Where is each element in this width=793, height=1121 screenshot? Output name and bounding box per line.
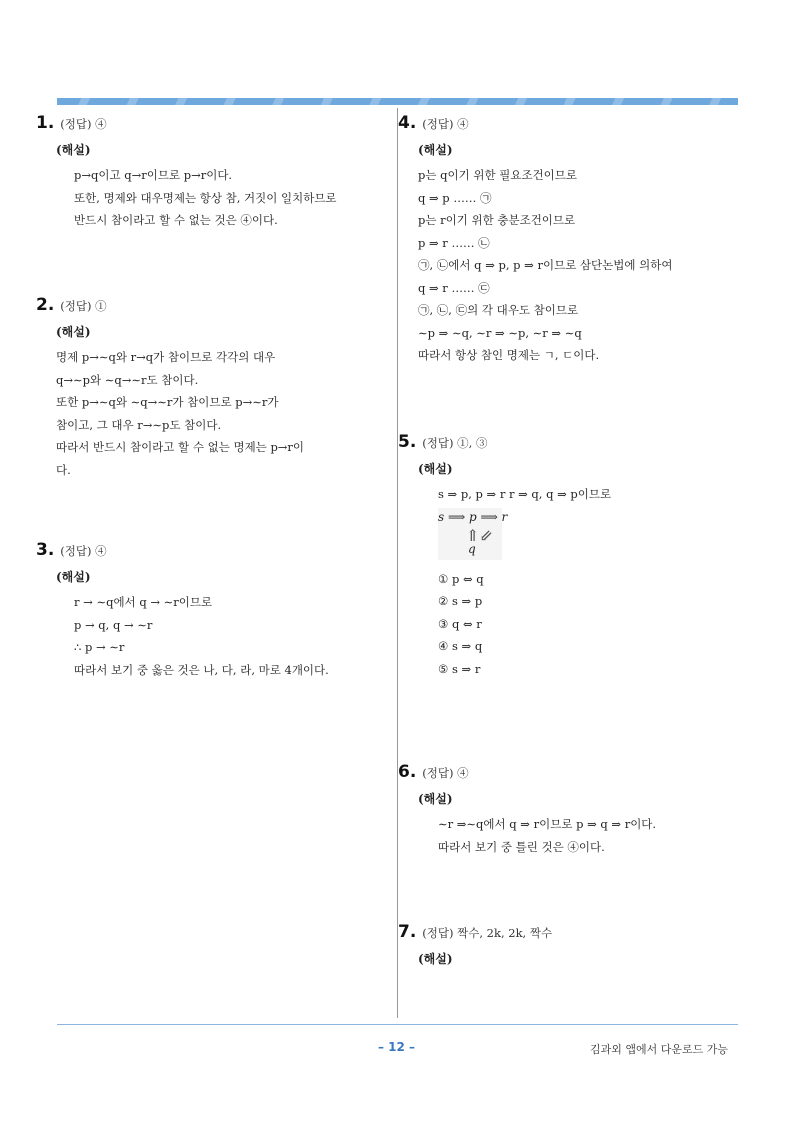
problem-number: 2. [36,295,55,315]
problem-5-header [398,432,611,452]
explanation-line: ∼p ⇒ ∼q, ∼r ⇒ ∼p, ∼r ⇒ ∼q [418,325,582,340]
explanation-line: q ⇒ r …… ㉢ [418,280,490,295]
problem-1-header [36,113,337,133]
problem-3 [36,540,329,681]
problem-4-header [398,113,672,133]
explanation-line: 따라서 보기 중 틀린 것은 ④이다. [438,839,605,854]
diagram-q: q [468,541,476,556]
option-line: ⑤ s ⇒ r [438,661,481,676]
option-line: ① p ⇔ q [438,571,484,586]
explanation-line: p → q, q → ∼r [74,617,153,632]
footer-note: 김과외 앱에서 다운로드 가능 [589,1043,728,1056]
diagram-arrows: ⇑⇙ [466,525,493,545]
option-line: ③ q ⇔ r [438,616,482,631]
explanation-label: (해설) [56,325,91,339]
explanation-line: 또한, 명제와 대우명제는 항상 참, 거짓이 일치하므로 [74,190,337,205]
problem-number: 1. [36,113,55,133]
problem-number: 5. [398,432,417,452]
problem-number: 6. [398,762,417,782]
explanation-line: ㉠, ㉡, ㉢의 각 대우도 참이므로 [418,303,579,317]
diagram-chain: s ⟹ p ⟹ r [438,509,508,524]
explanation-line: 또한 p→∼q와 ∼q→∼r가 참이므로 p→∼r가 [56,395,279,409]
problem-number: 4. [398,113,417,133]
explanation-line: 반드시 참이라고 할 수 없는 것은 ④이다. [74,213,278,227]
explanation-line: 따라서 항상 참인 명제는 ㄱ, ㄷ이다. [418,348,600,362]
problem-number: 7. [398,922,417,942]
answer-label: (정답) ④ [60,544,107,558]
explanation-line: 따라서 보기 중 옳은 것은 나, 다, 라, 마로 4개이다. [74,662,329,677]
problem-7-header [398,922,552,942]
footer-divider [57,1024,738,1025]
explanation-line: s ⇒ p, p ⇒ r r ⇒ q, q ⇒ p이므로 [438,487,612,501]
page-number: – 12 – [377,1040,416,1054]
implication-diagram [438,508,508,560]
header-decor-bar [57,98,738,105]
problem-1 [36,113,337,232]
problem-6-header [398,762,656,782]
explanation-line: q→∼p와 ∼q→∼r도 참이다. [56,372,199,387]
explanation-label: (해설) [56,570,91,584]
explanation-line: 명제 p→∼q와 r→q가 참이므로 각각의 대우 [56,350,276,364]
problem-3-header [36,540,329,560]
answer-label: (정답) ④ [422,766,469,780]
explanation-line: q ⇒ p …… ㉠ [418,190,492,205]
explanation-line: p ⇒ r …… ㉡ [418,235,490,250]
explanation-label: (해설) [418,143,453,157]
explanation-line: ㉠, ㉡에서 q ⇒ p, p ⇒ r이므로 삼단논법에 의하여 [418,258,673,272]
problem-7 [398,922,552,973]
problem-number: 3. [36,540,55,560]
explanation-line: ∴ p → ∼r [74,640,125,654]
answer-label: (정답) ① [60,299,107,313]
problem-2-header [36,295,304,315]
explanation-label: (해설) [56,143,91,157]
answer-label: (정답) ①, ③ [422,436,488,450]
explanation-line: ∼r ⇒∼q에서 q ⇒ r이므로 p ⇒ q ⇒ r이다. [438,817,657,831]
problem-5 [398,432,611,680]
answer-label: (정답) ④ [422,117,469,131]
explanation-label: (해설) [418,952,453,966]
explanation-line: p는 r이기 위한 충분조건이므로 [418,213,576,227]
explanation-line: p→q이고 q→r이므로 p→r이다. [74,168,233,182]
answer-label: (정답) 짝수, 2k, 2k, 짝수 [422,926,553,940]
explanation-label: (해설) [418,462,453,476]
explanation-label: (해설) [418,792,453,806]
answer-label: (정답) ④ [60,117,107,131]
problem-6 [398,762,656,858]
option-line: ④ s ⇒ q [438,639,483,653]
problem-4 [398,113,672,367]
problem-2 [36,295,304,481]
explanation-line: 참이고, 그 대우 r→∼p도 참이다. [56,417,222,432]
explanation-line: 다. [56,462,71,477]
explanation-line: 따라서 반드시 참이라고 할 수 없는 명제는 p→r이 [56,440,305,454]
explanation-line: p는 q이기 위한 필요조건이므로 [418,168,577,182]
explanation-line: r → ∼q에서 q → ∼r이므로 [74,595,213,609]
option-line: ② s ⇒ p [438,594,483,608]
